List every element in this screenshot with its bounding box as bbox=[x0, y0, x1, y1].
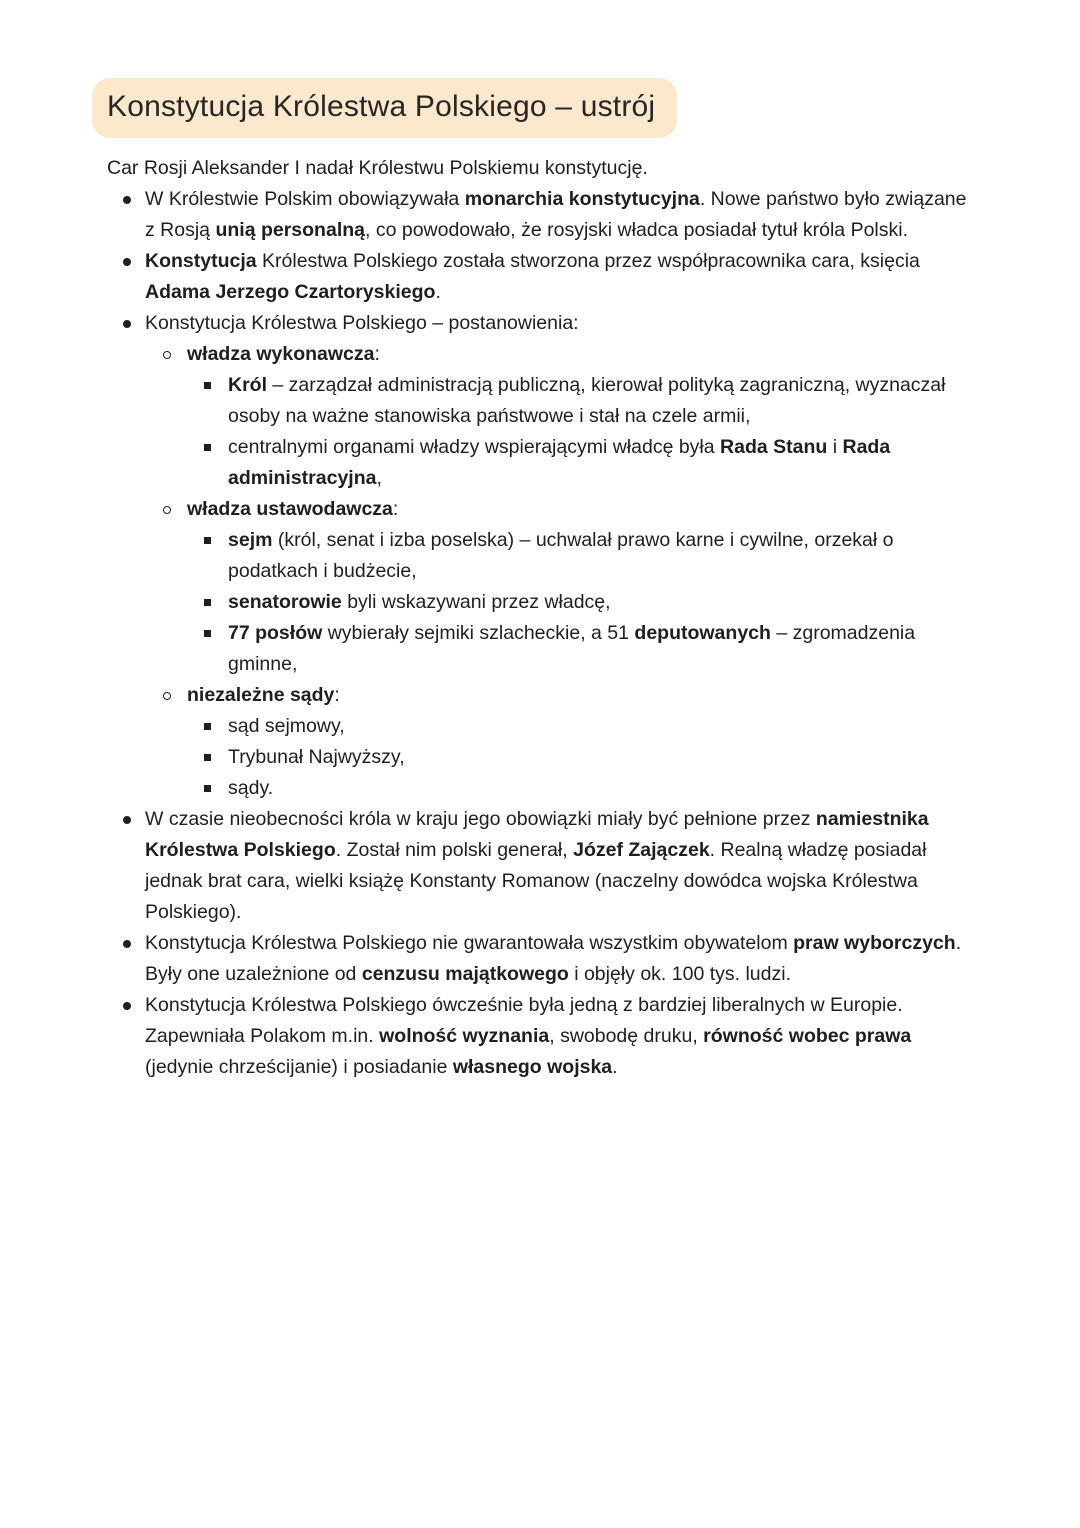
list-item-text: centralnymi organami władzy wspierającymi władcę była Rada Stanu i Rada administracyjna, bbox=[228, 436, 891, 489]
list-item bbox=[107, 928, 979, 990]
list-item-text: władza wykonawcza: bbox=[187, 343, 380, 365]
list-item-text: Trybunał Najwyższy, bbox=[228, 746, 405, 768]
list-item bbox=[107, 370, 979, 432]
bullet-square-icon bbox=[204, 444, 211, 451]
bullet-list bbox=[107, 184, 979, 1083]
page-title-highlight bbox=[92, 78, 677, 138]
list-item bbox=[107, 308, 979, 339]
list-item-text: Konstytucja Królestwa Polskiego ówcześnie była jedną z bardziej liberalnych w Europie. Zapewniała Polakom m.in. wolność wyznania, swobodę druku, równość wobec prawa (jedynie chrześcijanie) i posiadanie własnego wojska. bbox=[145, 994, 912, 1078]
bullet-square-icon bbox=[204, 630, 211, 637]
list-item bbox=[107, 742, 979, 773]
list-item-text: sąd sejmowy, bbox=[228, 715, 345, 737]
bullet-square-icon bbox=[204, 754, 211, 761]
list-item bbox=[107, 804, 979, 928]
intro-paragraph: Car Rosji Aleksander I nadał Królestwu Polskiemu konstytucję. bbox=[107, 157, 648, 179]
list-item bbox=[107, 494, 979, 525]
list-item-text: władza ustawodawcza: bbox=[187, 498, 399, 520]
list-item bbox=[107, 525, 979, 587]
bullet-disc-icon bbox=[123, 816, 131, 824]
list-item bbox=[107, 184, 979, 246]
list-item bbox=[107, 711, 979, 742]
list-item-text: W czasie nieobecności króla w kraju jego obowiązki miały być pełnione przez namiestnika Królestwa Polskiego. Został nim polski generał, Józef Zajączek. Realną władzę posiadał jednak brat cara, wielki książę Konstanty Romanow (naczelny dowódca wojska Królestwa Polskiego). bbox=[145, 808, 929, 923]
list-item bbox=[107, 680, 979, 711]
bullet-circle-icon bbox=[163, 351, 171, 359]
bullet-square-icon bbox=[204, 599, 211, 606]
list-item bbox=[107, 339, 979, 370]
list-item-text: sejm (król, senat i izba poselska) – uchwalał prawo karne i cywilne, orzekał o podatkach i budżecie, bbox=[228, 529, 894, 582]
bullet-square-icon bbox=[204, 723, 211, 730]
list-item-text: Konstytucja Królestwa Polskiego – postanowienia: bbox=[145, 312, 579, 334]
document-content bbox=[107, 78, 979, 1083]
bullet-disc-icon bbox=[123, 258, 131, 266]
bullet-square-icon bbox=[204, 537, 211, 544]
list-item-text: W Królestwie Polskim obowiązywała monarchia konstytucyjna. Nowe państwo było związane z Rosją unią personalną, co powodowało, że rosyjski władca posiadał tytuł króla Polski. bbox=[145, 188, 967, 241]
list-item-text: Król – zarządzał administracją publiczną, kierował polityką zagraniczną, wyznaczał osoby na ważne stanowiska państwowe i stał na czele armii, bbox=[228, 374, 946, 427]
list-item-text: 77 posłów wybierały sejmiki szlacheckie, a 51 deputowanych – zgromadzenia gminne, bbox=[228, 622, 916, 675]
bullet-circle-icon bbox=[163, 692, 171, 700]
list-item bbox=[107, 990, 979, 1083]
list-item-text: Konstytucja Królestwa Polskiego została stworzona przez współpracownika cara, księcia Adama Jerzego Czartoryskiego. bbox=[145, 250, 920, 303]
bullet-disc-icon bbox=[123, 320, 131, 328]
list-item bbox=[107, 246, 979, 308]
list-item bbox=[107, 773, 979, 804]
list-item bbox=[107, 432, 979, 494]
bullet-square-icon bbox=[204, 785, 211, 792]
bullet-square-icon bbox=[204, 382, 211, 389]
bullet-disc-icon bbox=[123, 940, 131, 948]
list-item-text: niezależne sądy: bbox=[187, 684, 340, 706]
list-item-text: sądy. bbox=[228, 777, 274, 799]
page-title: Konstytucja Królestwa Polskiego – ustrój bbox=[107, 90, 656, 123]
list-item bbox=[107, 618, 979, 680]
list-item-text: Konstytucja Królestwa Polskiego nie gwarantowała wszystkim obywatelom praw wyborczych. Były one uzależnione od cenzusu majątkowego i objęły ok. 100 tys. ludzi. bbox=[145, 932, 962, 985]
list-item bbox=[107, 587, 979, 618]
bullet-disc-icon bbox=[123, 1002, 131, 1010]
list-item-text: senatorowie byli wskazywani przez władcę, bbox=[228, 591, 611, 613]
bullet-disc-icon bbox=[123, 196, 131, 204]
bullet-circle-icon bbox=[163, 506, 171, 514]
